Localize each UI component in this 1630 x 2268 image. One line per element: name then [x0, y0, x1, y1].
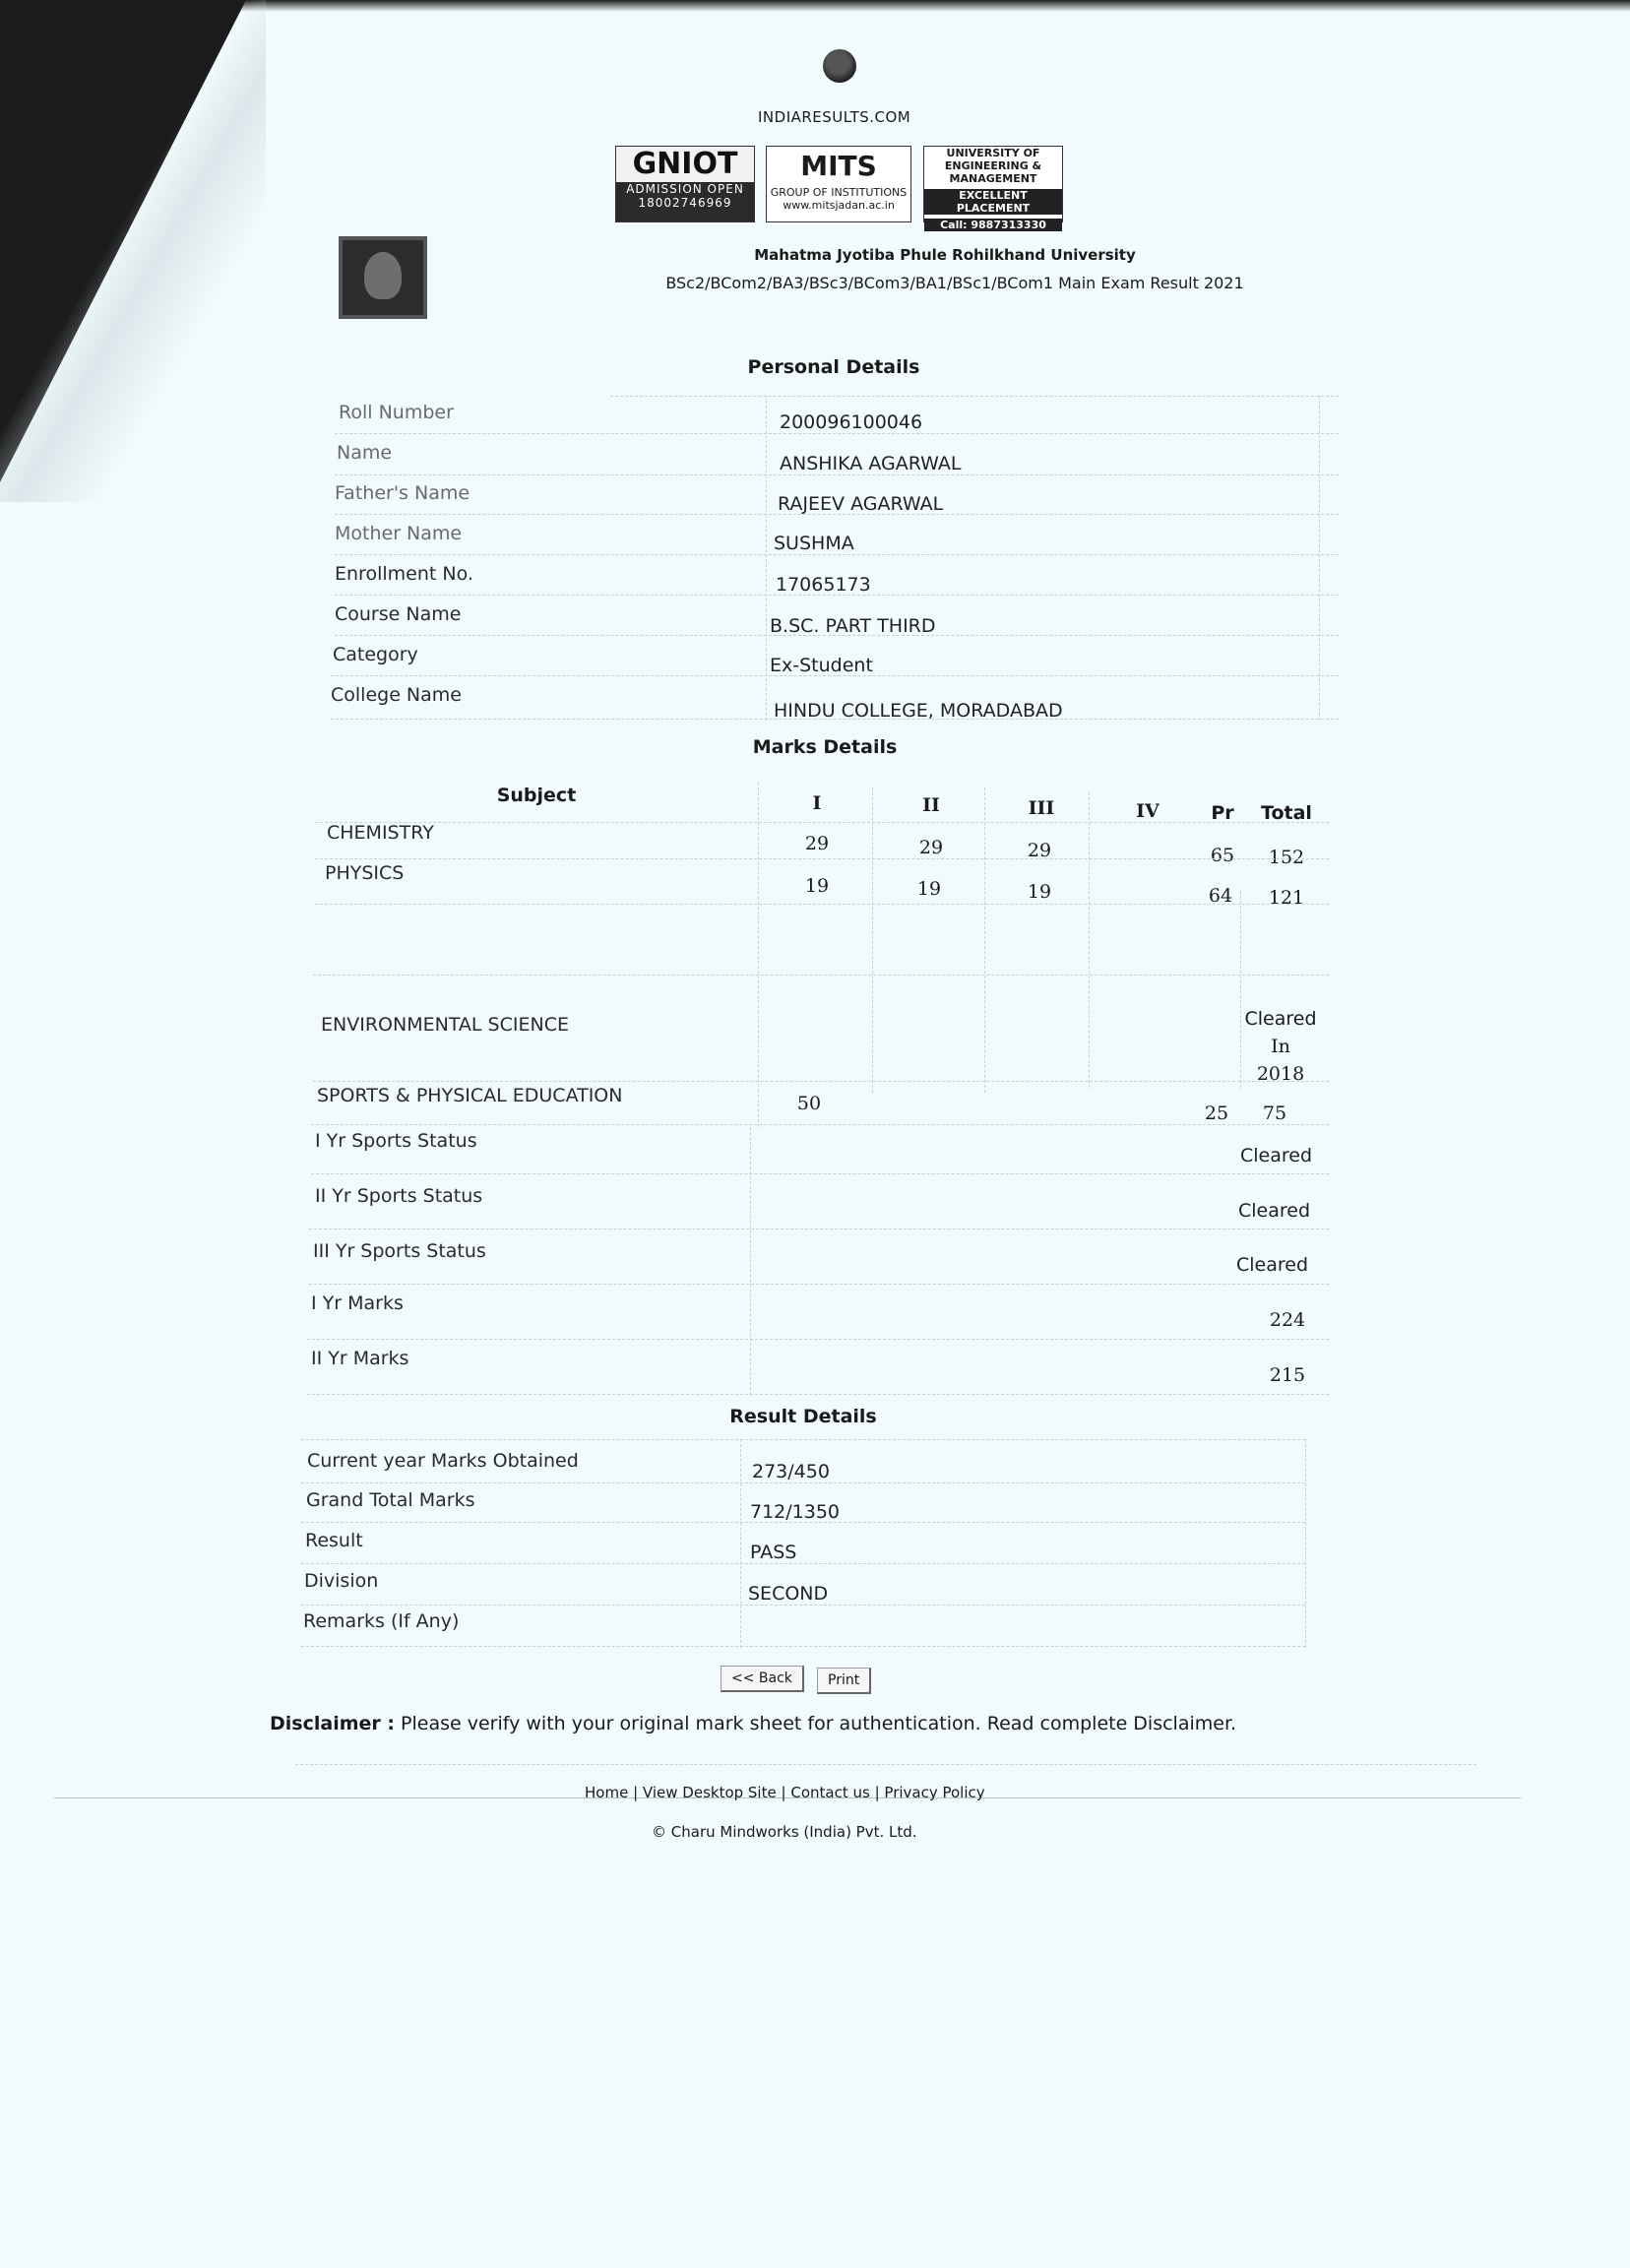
- physics-iii: 19: [1027, 881, 1052, 903]
- sports-pr: 25: [1204, 1102, 1229, 1124]
- footer-link-home[interactable]: Home: [585, 1784, 629, 1801]
- env-total-line1: Cleared: [1244, 1008, 1317, 1030]
- ad-brand: GNIOT: [616, 147, 754, 182]
- value-name: ANSHIKA AGARWAL: [780, 453, 962, 474]
- disclaimer-label: Disclaimer :: [270, 1713, 395, 1734]
- value-ii-yr-sports-status: Cleared: [1238, 1200, 1311, 1222]
- value-current-year-marks: 273/450: [752, 1461, 830, 1482]
- env-total-line2: In: [1271, 1036, 1290, 1057]
- site-logo-icon: [823, 49, 856, 83]
- ad-banner-mits[interactable]: [766, 146, 911, 222]
- ad-tag: EXCELLENT PLACEMENT: [924, 189, 1062, 215]
- chemistry-pr: 65: [1210, 845, 1235, 866]
- label-current-year-marks: Current year Marks Obtained: [307, 1450, 579, 1472]
- ad-tag: ADMISSION OPEN: [626, 182, 744, 196]
- label-mother-name: Mother Name: [335, 523, 463, 544]
- footer-separator: |: [781, 1784, 786, 1801]
- col-i: I: [812, 792, 822, 814]
- personal-details-title: Personal Details: [747, 356, 920, 378]
- value-result: PASS: [750, 1542, 797, 1563]
- footer-link-privacy[interactable]: Privacy Policy: [884, 1784, 985, 1801]
- marks-details-title: Marks Details: [752, 736, 898, 758]
- label-iii-yr-sports-status: III Yr Sports Status: [313, 1240, 486, 1262]
- value-division: SECOND: [748, 1583, 829, 1605]
- col-total: Total: [1261, 802, 1312, 824]
- value-course-name: B.SC. PART THIRD: [770, 615, 936, 637]
- sports-i: 50: [796, 1093, 822, 1114]
- chemistry-iii: 29: [1027, 840, 1052, 861]
- ad-brand: MITS: [800, 150, 877, 182]
- label-name: Name: [337, 442, 393, 464]
- label-fathers-name: Father's Name: [335, 482, 470, 504]
- subject-chemistry: CHEMISTRY: [327, 822, 434, 844]
- subject-environmental-science: ENVIRONMENTAL SCIENCE: [321, 1014, 569, 1036]
- exam-title: BSc2/BCom2/BA3/BSc3/BCom3/BA1/BSc1/BCom1 Main Exam Result 2021: [665, 274, 1244, 292]
- ad-banner-uem[interactable]: [923, 146, 1063, 231]
- col-iv: IV: [1136, 800, 1160, 822]
- value-grand-total-marks: 712/1350: [750, 1501, 841, 1523]
- university-name: Mahatma Jyotiba Phule Rohilkhand University: [754, 246, 1136, 264]
- print-button[interactable]: Print: [817, 1668, 871, 1694]
- physics-i: 19: [804, 875, 830, 897]
- value-college-name: HINDU COLLEGE, MORADABAD: [774, 700, 1063, 722]
- corner-fade: [0, 0, 266, 502]
- ad-banner-gniot[interactable]: [615, 146, 755, 222]
- back-button[interactable]: << Back: [721, 1666, 804, 1692]
- label-remarks: Remarks (If Any): [303, 1610, 460, 1632]
- value-mother-name: SUSHMA: [774, 533, 854, 554]
- footer-separator: |: [874, 1784, 880, 1801]
- label-i-yr-sports-status: I Yr Sports Status: [315, 1130, 477, 1152]
- footer-separator: |: [633, 1784, 639, 1801]
- label-roll-number: Roll Number: [339, 402, 454, 423]
- label-division: Division: [304, 1570, 379, 1592]
- value-category: Ex-Student: [770, 655, 873, 676]
- value-fathers-name: RAJEEV AGARWAL: [778, 493, 944, 515]
- label-course-name: Course Name: [335, 603, 462, 625]
- env-total-line3: 2018: [1256, 1063, 1305, 1085]
- label-college-name: College Name: [331, 684, 462, 706]
- sports-total: 75: [1262, 1102, 1287, 1124]
- value-enrollment-no: 17065173: [776, 574, 871, 596]
- label-ii-yr-marks: II Yr Marks: [311, 1348, 409, 1369]
- value-roll-number: 200096100046: [780, 411, 923, 433]
- footer-link-desktop-site[interactable]: View Desktop Site: [642, 1784, 777, 1801]
- copyright: © Charu Mindworks (India) Pvt. Ltd.: [652, 1823, 917, 1841]
- result-details-title: Result Details: [729, 1406, 877, 1427]
- site-name[interactable]: INDIARESULTS.COM: [758, 108, 911, 126]
- page-edge-shadow: [197, 0, 1630, 12]
- subject-physics: PHYSICS: [325, 862, 405, 884]
- disclaimer-text[interactable]: Please verify with your original mark sheet for authentication. Read complete Disclaimer.: [401, 1713, 1237, 1734]
- ad-tag: GROUP OF INSTITUTIONS: [770, 186, 908, 199]
- label-ii-yr-sports-status: II Yr Sports Status: [315, 1185, 483, 1207]
- university-logo-icon: [339, 236, 427, 319]
- ad-brand: UNIVERSITY OF ENGINEERING & MANAGEMENT: [944, 147, 1042, 185]
- chemistry-total: 152: [1268, 847, 1305, 868]
- value-iii-yr-sports-status: Cleared: [1236, 1254, 1309, 1276]
- chemistry-i: 29: [804, 833, 830, 854]
- label-i-yr-marks: I Yr Marks: [311, 1292, 404, 1314]
- label-grand-total-marks: Grand Total Marks: [306, 1489, 475, 1511]
- value-i-yr-marks: 224: [1269, 1309, 1306, 1331]
- value-ii-yr-marks: 215: [1269, 1364, 1306, 1386]
- ad-url: www.mitsjadan.ac.in: [783, 199, 895, 212]
- ad-phone: Call: 9887313330: [924, 219, 1062, 231]
- label-category: Category: [333, 644, 418, 665]
- subject-sports: SPORTS & PHYSICAL EDUCATION: [317, 1085, 623, 1106]
- value-i-yr-sports-status: Cleared: [1240, 1145, 1313, 1166]
- label-enrollment-no: Enrollment No.: [335, 563, 473, 585]
- col-pr: Pr: [1211, 802, 1234, 824]
- chemistry-ii: 29: [918, 837, 944, 858]
- physics-ii: 19: [916, 878, 942, 900]
- disclaimer: [270, 1713, 1236, 1734]
- footer-links: [585, 1784, 985, 1801]
- col-iii: III: [1028, 797, 1055, 819]
- physics-pr: 64: [1208, 885, 1233, 907]
- physics-total: 121: [1268, 887, 1305, 909]
- col-subject: Subject: [496, 785, 577, 806]
- col-ii: II: [922, 794, 940, 816]
- footer-link-contact[interactable]: Contact us: [790, 1784, 870, 1801]
- label-result: Result: [305, 1530, 363, 1551]
- ad-phone: 18002746969: [638, 196, 732, 210]
